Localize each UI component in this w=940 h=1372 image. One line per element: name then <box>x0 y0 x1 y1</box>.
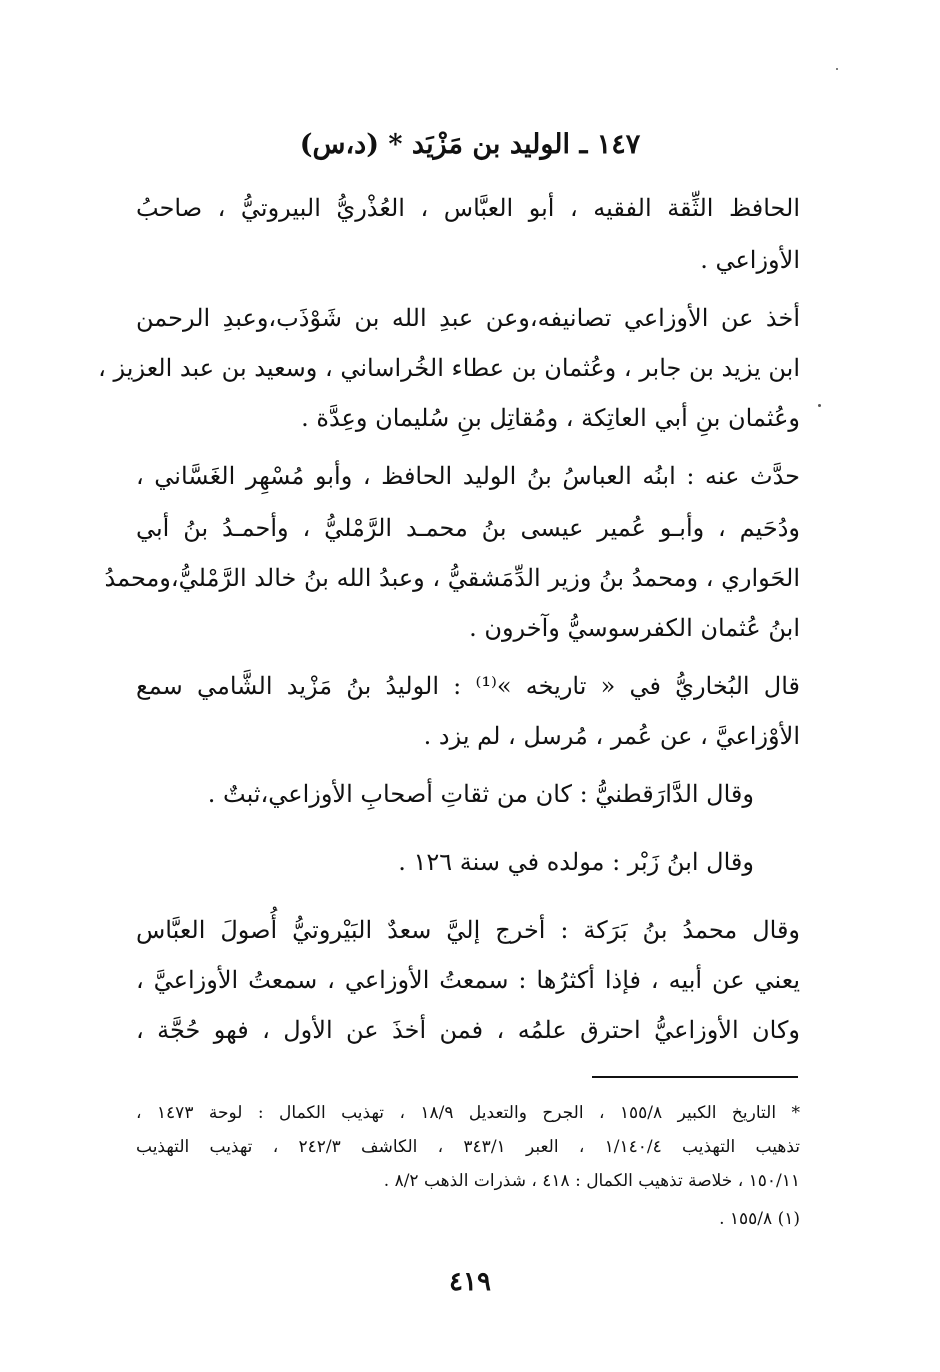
text-line: وعُثمان بنِ أبي العاتِكة ، ومُقاتِل بنِ سُليمان وعِدَّة . <box>301 404 800 432</box>
footnote-line: * التاريخ الكبير ١٥٥/٨ ، الجرح والتعديل ١٨/٩ ، تهذيب الكمال : لوحة ١٤٧٣ ، <box>136 1103 800 1123</box>
footnote-divider <box>592 1076 798 1078</box>
text-line: يعني عن أبيه ، فإذا أكثرُها : سمعتُ الأوزاعي ، سمعتُ الأوزاعيَّ ، <box>136 966 800 994</box>
text-line: أخذ عن الأوزاعي تصانيفه،وعن عبدِ الله بن شَوْذَب،وعبدِ الرحمن <box>136 304 800 332</box>
footnote-line: تذهيب التهذيب ١/١٤٠/٤ ، العبر ٣٤٣/١ ، الكاشف ٢٤٢/٣ ، تهذيب التهذيب <box>136 1137 800 1157</box>
biography-heading: ١٤٧ ـ الوليد بن مَزْيَد * (د،س) <box>299 129 641 160</box>
text-line: قال البُخاريُّ في « تاريخه »⁽¹⁾ : الوليدُ بنُ مَزْيد الشَّامي سمع <box>136 672 800 700</box>
scan-speck <box>818 404 821 407</box>
text-line: وقال محمدُ بنُ بَرَكة : أخرج إليَّ سعدٌ البَيْروتيُّ أُصولَ العبَّاس <box>136 916 800 944</box>
text-line: ودُحَيم ، وأبـو عُمير عيسى بنُ محمـد الرَّمْليُّ ، وأحمـدُ بنُ أبي <box>136 514 800 542</box>
scan-speck <box>836 68 838 70</box>
text-line: الأوزاعي . <box>700 246 800 274</box>
text-line: وقال الدَّارَقطنيُّ : كان من ثقاتِ أصحابِ الأوزاعي،ثبتٌ . <box>207 780 754 808</box>
text-line: الحافظ الثِّقة الفقيه ، أبو العبَّاس ، العُذْريُّ البيروتيُّ ، صاحبُ <box>136 194 800 222</box>
text-line: الأوْزاعيَّ ، عن عُمر ، مُرسل ، لم يزد . <box>423 722 800 750</box>
text-line: وقال ابنُ زَبْر : مولده في سنة ١٢٦ . <box>398 848 754 876</box>
text-line: وكان الأوزاعيُّ احترق علمُه ، فمن أخذَ عن الأول ، فهو حُجَّة ، <box>136 1016 800 1044</box>
page-number: ٤١٩ <box>449 1267 491 1297</box>
footnote-line: (١) ١٥٥/٨ . <box>719 1209 800 1229</box>
text-line: ابن يزيد بن جابر ، وعُثمان بن عطاء الخُراساني ، وسعيد بن عبد العزيز ، <box>98 354 800 382</box>
text-line: حدَّث عنه : ابنُه العباسُ بنُ الوليد الحافظ ، وأبو مُسْهِر الغَسَّاني ، <box>136 462 800 490</box>
text-line: الحَواري ، ومحمدُ بنُ وزير الدِّمَشقيُّ ، وعبدُ الله بنُ خالد الرَّمْليُّ،ومحمدُ <box>104 564 800 592</box>
footnote-line: ١٥٠/١١ ، خلاصة تذهيب الكمال : ٤١٨ ، شذرات الذهب ٨/٢ . <box>383 1171 800 1191</box>
text-line: ابنُ عُثمان الكفرسوسيُّ وآخرون . <box>469 614 800 642</box>
